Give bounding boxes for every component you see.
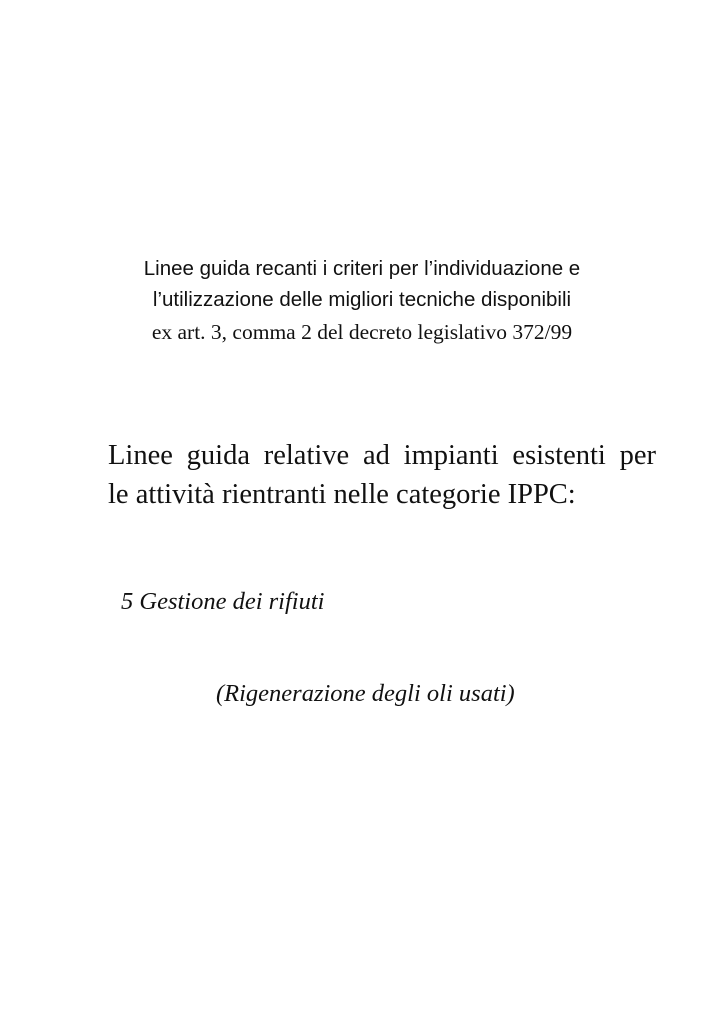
header-line-2: l’utilizzazione delle migliori tecniche disponibili <box>152 288 572 311</box>
category-heading: 5 Gestione dei rifiuti <box>121 588 325 615</box>
header-line-1: Linee guida recanti i criteri per l’individuazione e <box>143 257 581 280</box>
main-title-line-2: le attività rientranti nelle categorie IPPC: <box>108 479 576 510</box>
main-title-line-1: Linee guida relative ad impianti esistenti per <box>108 440 656 471</box>
header-line-3: ex art. 3, comma 2 del decreto legislativo 372/99 <box>151 320 573 344</box>
subcategory-heading: (Rigenerazione degli oli usati) <box>216 680 515 707</box>
